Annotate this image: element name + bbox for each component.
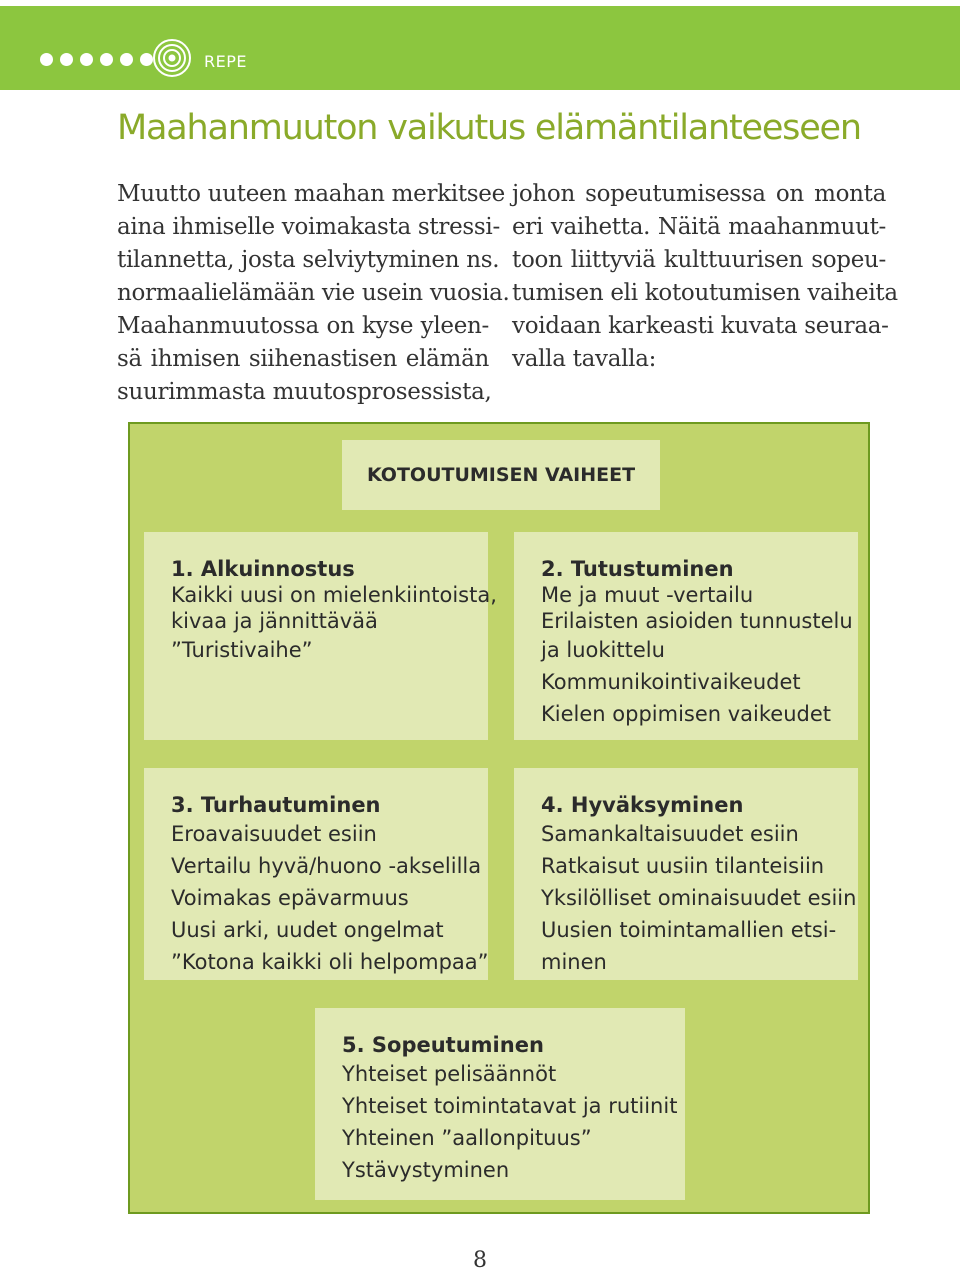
- stage-title: 2. Tutustuminen: [541, 557, 734, 581]
- intro-line: toon liittyviä kulttuurisen sopeu-: [512, 247, 886, 273]
- intro-right-column: [512, 178, 898, 376]
- intro-line: valla tavalla:: [512, 346, 657, 372]
- stage-line: Samankaltaisuudet esiin: [541, 822, 799, 846]
- intro-line: eri vaihetta. Näitä maahanmuut-: [512, 214, 886, 240]
- intro-line: aina ihmiselle voimakasta stressi-: [117, 214, 500, 240]
- stage-line: kivaa ja jännittävää: [171, 609, 378, 633]
- intro-line: sä ihmisen siihenastisen elämän: [117, 346, 489, 372]
- stage-title: 1. Alkuinnostus: [171, 557, 355, 581]
- stage-line: Erilaisten asioiden tunnustelu: [541, 609, 853, 633]
- stage-1-box: [144, 532, 497, 740]
- dot-icon: [80, 53, 93, 66]
- intro-line: normaalielämään vie usein vuosia.: [117, 280, 510, 306]
- intro-line: johon sopeutumisessa on monta: [512, 181, 886, 207]
- concentric-circles-logo-icon: [152, 38, 192, 78]
- stage-5-box: [315, 1008, 685, 1200]
- stage-line: Kaikki uusi on mielenkiintoista,: [171, 583, 497, 607]
- intro-line: suurimmasta muutosprosessista,: [117, 379, 492, 405]
- intro-line: tumisen eli kotoutumisen vaiheita: [512, 280, 898, 306]
- diagram-heading: KOTOUTUMISEN VAIHEET: [342, 440, 660, 510]
- page-number: 8: [473, 1248, 487, 1273]
- stage-line: Uusi arki, uudet ongelmat: [171, 918, 444, 942]
- stage-line: Eroavaisuudet esiin: [171, 822, 377, 846]
- stage-line: Me ja muut -vertailu: [541, 583, 754, 607]
- stage-4-box: [514, 768, 858, 980]
- stages-diagram: [128, 422, 870, 1214]
- stage-line: Uusien toimintamallien etsi-: [541, 918, 837, 942]
- dot-icon: [100, 53, 113, 66]
- intro-left-column: [117, 178, 510, 409]
- stage-line: Yksilölliset ominaisuudet esiin: [541, 886, 857, 910]
- page-title: Maahanmuuton vaikutus elämäntilanteeseen: [117, 108, 861, 148]
- stage-title: 4. Hyväksyminen: [541, 793, 744, 817]
- intro-line: voidaan karkeasti kuvata seuraa-: [512, 313, 889, 339]
- stage-line: minen: [541, 950, 607, 974]
- stage-line: ”Turistivaihe”: [171, 638, 313, 662]
- stage-line: Kommunikointivaikeudet: [541, 670, 801, 694]
- stage-line: Vertailu hyvä/huono -akselilla: [171, 854, 482, 878]
- dot-icon: [120, 53, 133, 66]
- stage-2-box: [514, 532, 858, 740]
- intro-line: Muutto uuteen maahan merkitsee: [117, 181, 505, 207]
- stage-3-box: [144, 768, 488, 980]
- stage-title: 5. Sopeutuminen: [342, 1033, 544, 1057]
- stage-title: 3. Turhautuminen: [171, 793, 381, 817]
- stage-line: Yhteiset toimintatavat ja rutiinit: [342, 1094, 678, 1118]
- header-bar: [0, 6, 960, 90]
- intro-line: tilannetta, josta selviytyminen ns.: [117, 247, 500, 273]
- stage-line: Yhteinen ”aallonpituus”: [342, 1126, 592, 1150]
- dot-icon: [60, 53, 73, 66]
- dot-icon: [40, 53, 53, 66]
- stage-line: Ratkaisut uusiin tilanteisiin: [541, 854, 825, 878]
- stage-line: ja luokittelu: [541, 638, 665, 662]
- stage-line: Ystävystyminen: [342, 1158, 510, 1182]
- stage-line: ”Kotona kaikki oli helpompaa”: [171, 950, 489, 974]
- stage-line: Yhteiset pelisäännöt: [342, 1062, 557, 1086]
- intro-line: Maahanmuutossa on kyse yleen-: [117, 313, 489, 339]
- header-label: REPE: [204, 52, 247, 71]
- stage-line: Voimakas epävarmuus: [171, 886, 409, 910]
- stage-line: Kielen oppimisen vaikeudet: [541, 702, 832, 726]
